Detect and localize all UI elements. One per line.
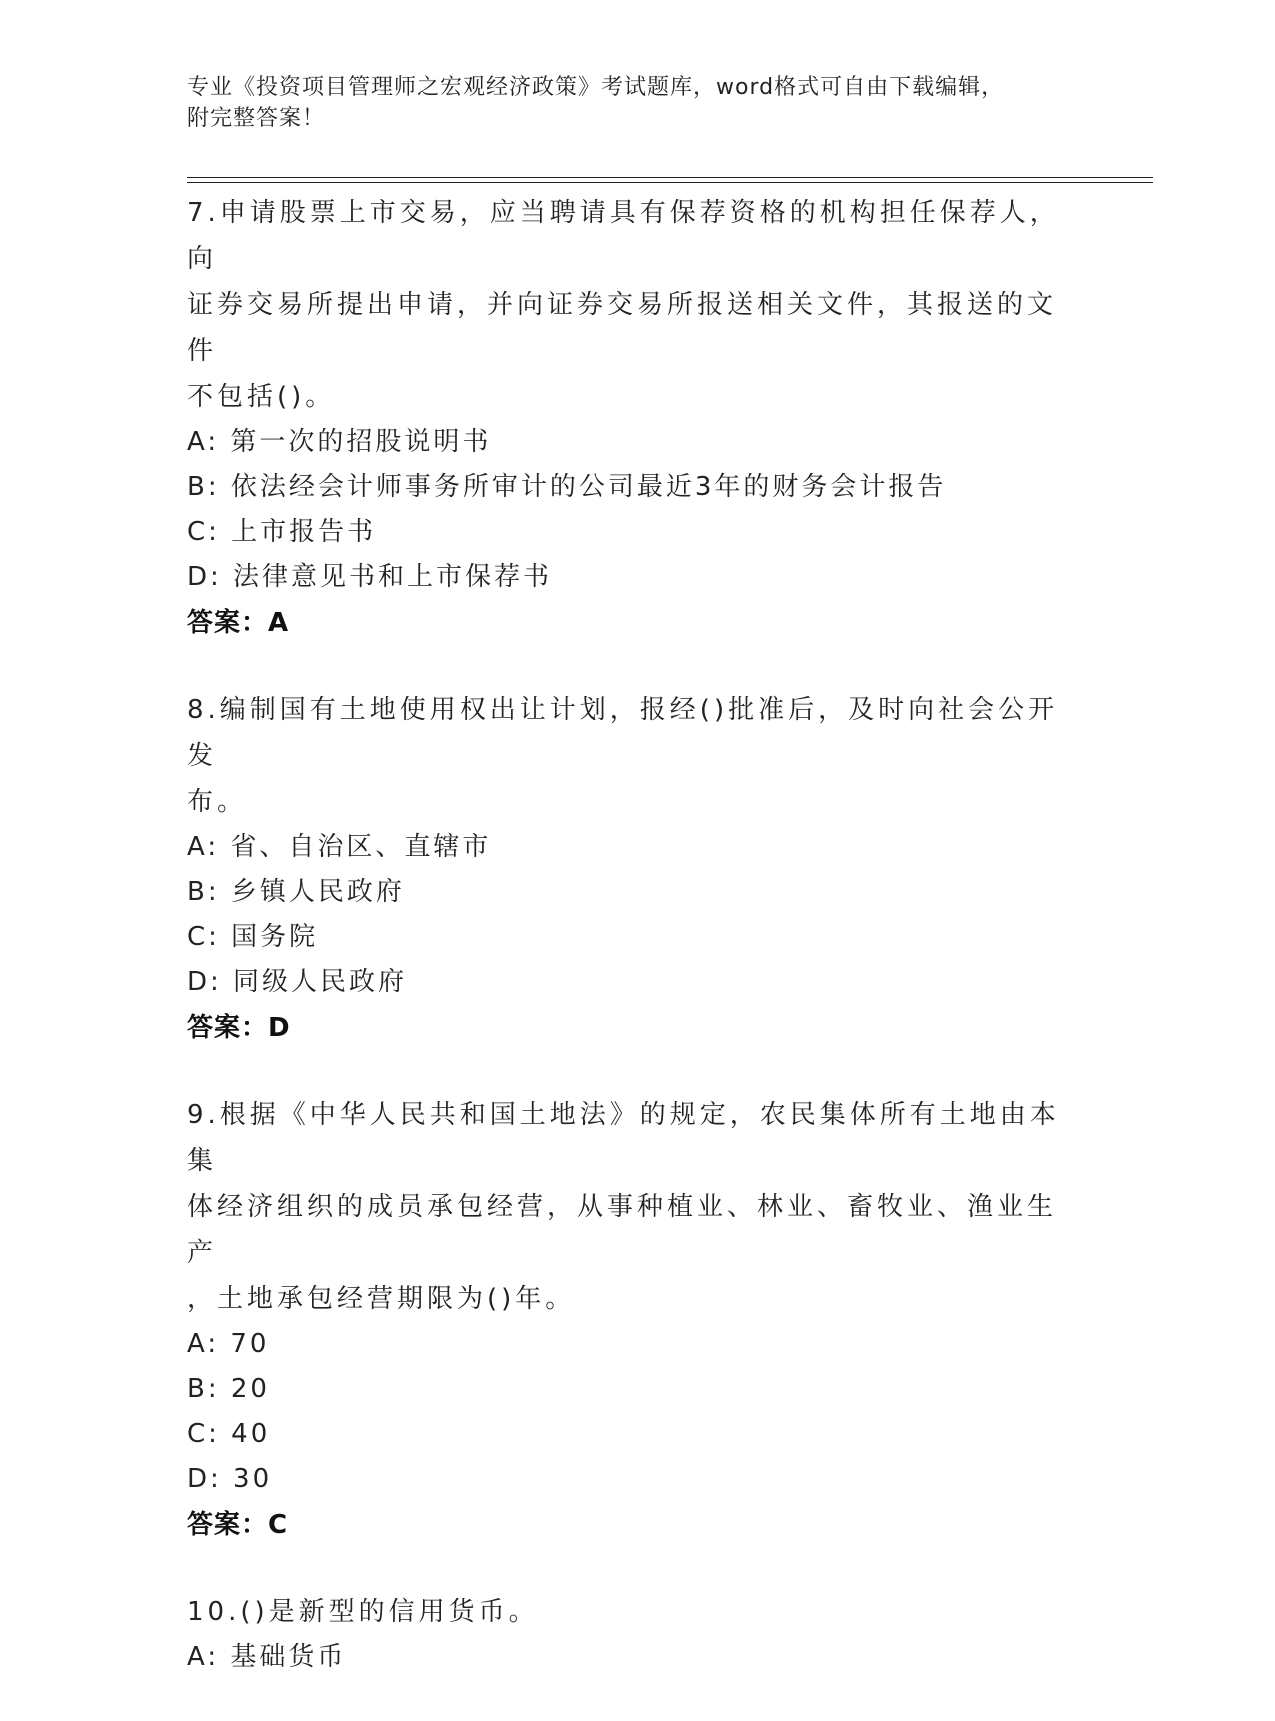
option-c: C: 上市报告书 — [187, 517, 377, 547]
header-divider-bottom — [187, 182, 1153, 183]
question-text — [187, 687, 1067, 825]
header-line-2: 附完整答案！ — [187, 106, 326, 131]
question-9 — [187, 1092, 1067, 1548]
option-d: D: 同级人民政府 — [187, 967, 408, 997]
option-d: D: 法律意见书和上市保荐书 — [187, 562, 553, 592]
question-8 — [187, 687, 1067, 1051]
option-c: C: 国务院 — [187, 922, 319, 952]
question-text — [187, 190, 1067, 420]
question-text — [187, 1092, 1067, 1322]
option-b: B: 20 — [187, 1374, 270, 1404]
option-a: A: 70 — [187, 1329, 270, 1359]
question-line: 体经济组织的成员承包经营，从事种植业、林业、畜牧业、渔业生产 — [187, 1192, 1058, 1268]
option-a: A: 基础货币 — [187, 1642, 347, 1672]
option-b: B: 乡镇人民政府 — [187, 877, 405, 907]
question-line: 8.编制国有土地使用权出让计划，报经()批准后，及时向社会公开发 — [187, 695, 1059, 771]
document-header — [187, 72, 1067, 134]
question-line: 9.根据《中华人民共和国土地法》的规定，农民集体所有土地由本集 — [187, 1100, 1060, 1176]
answer: 答案：C — [187, 1510, 289, 1540]
question-10 — [187, 1589, 1067, 1680]
question-text — [187, 1589, 1067, 1635]
question-line: ，土地承包经营期限为()年。 — [187, 1284, 576, 1314]
option-b: B: 依法经会计师事务所审计的公司最近3年的财务会计报告 — [187, 472, 947, 502]
question-7 — [187, 190, 1067, 646]
answer: 答案：A — [187, 608, 290, 638]
question-line: 不包括()。 — [187, 382, 336, 412]
question-line: 证券交易所提出申请，并向证券交易所报送相关文件，其报送的文件 — [187, 290, 1058, 366]
header-line-1: 专业《投资项目管理师之宏观经济政策》考试题库，word格式可自由下载编辑， — [187, 75, 1005, 100]
question-list — [187, 190, 1067, 1721]
option-a: A: 第一次的招股说明书 — [187, 427, 492, 457]
option-c: C: 40 — [187, 1419, 271, 1449]
question-line: 10.()是新型的信用货币。 — [187, 1597, 539, 1627]
option-d: D: 30 — [187, 1464, 273, 1494]
header-divider-top — [187, 177, 1153, 178]
option-a: A: 省、自治区、直辖市 — [187, 832, 492, 862]
question-line: 7.申请股票上市交易，应当聘请具有保荐资格的机构担任保荐人，向 — [187, 198, 1060, 274]
answer: 答案：D — [187, 1013, 291, 1043]
question-line: 布。 — [187, 787, 248, 817]
